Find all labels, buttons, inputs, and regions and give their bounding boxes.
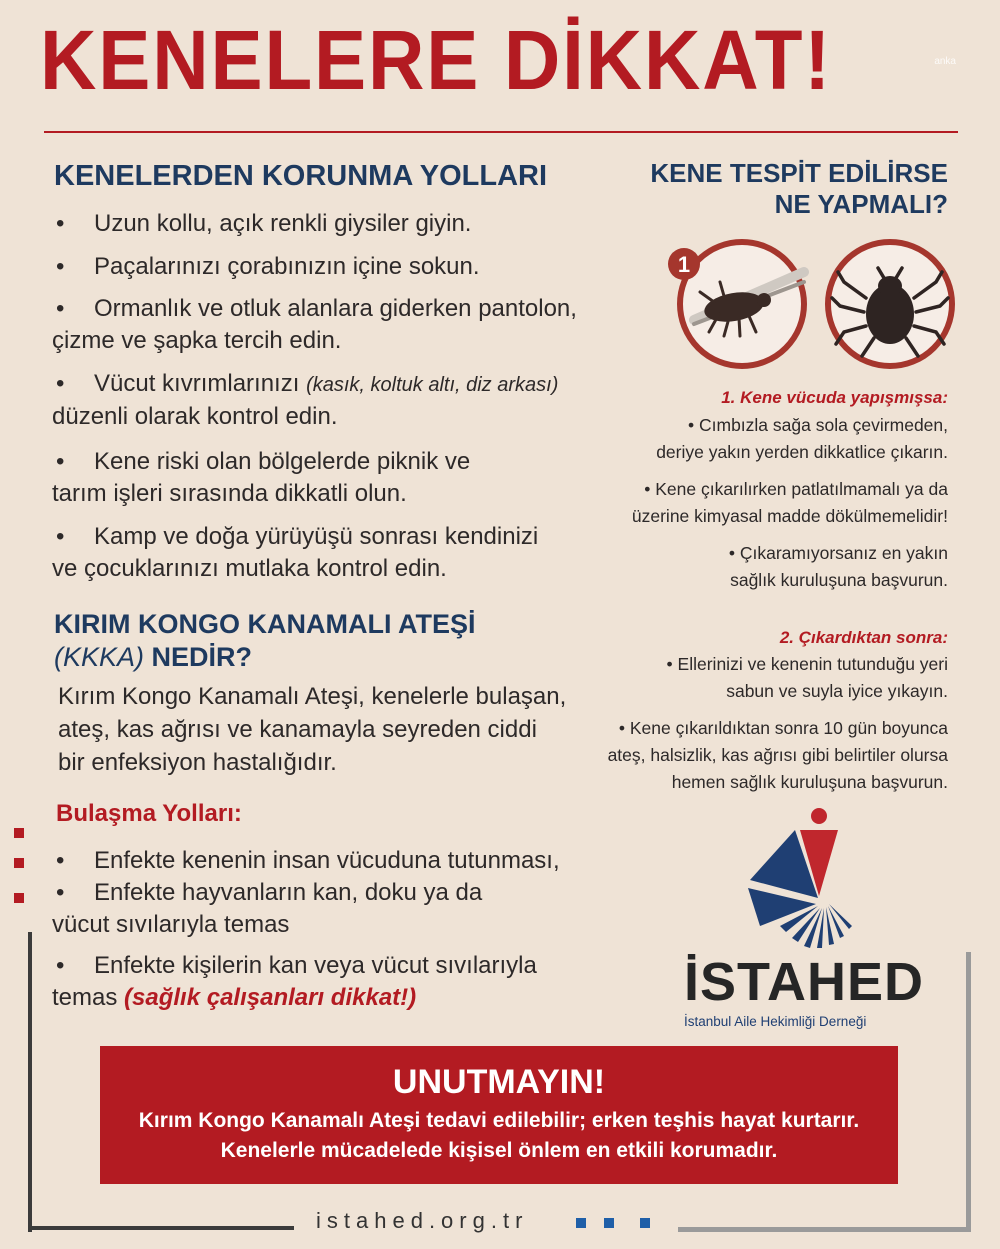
- decor-square: [604, 1218, 614, 1228]
- list-item: • Cımbızla sağa sola çevirmeden,: [688, 415, 948, 435]
- tick-found-heading: KENE TESPİT EDİLİRSE NE YAPMALI?: [650, 158, 948, 219]
- frame-right: [966, 952, 971, 1232]
- list-item: • Enfekte kenenin insan vücuduna tutunması,: [56, 847, 560, 874]
- list-item: • Paçalarınızı çorabınızın içine sokun.: [56, 253, 480, 280]
- banner-line: Kırım Kongo Kanamalı Ateşi tedavi edilebilir; erken teşhis hayat kurtarır.: [138, 1109, 860, 1132]
- tweezers-removing-tick-icon: [664, 232, 964, 380]
- step1-heading: 1. Kene vücuda yapışmışsa:: [721, 388, 948, 407]
- decor-square: [576, 1218, 586, 1228]
- logo-name: İSTAHED: [684, 952, 925, 1012]
- list-item: • Uzun kollu, açık renkli giysiler giyin.: [56, 210, 472, 237]
- list-item: • Kene çıkarılırken patlatılmamalı ya da: [644, 479, 948, 499]
- reminder-banner: [100, 1046, 898, 1184]
- step-number-badge: 1: [677, 252, 691, 277]
- list-item: • Enfekte hayvanların kan, doku ya da vücut sıvılarıyla temas: [52, 879, 483, 938]
- frame-left: [28, 932, 32, 1232]
- decor-square: [14, 828, 24, 838]
- logo-subtitle: İstanbul Aile Hekimliği Derneği: [684, 1014, 867, 1029]
- page-title: KENELERE DİKKAT!: [40, 13, 833, 107]
- list-item: • Çıkaramıyorsanız en yakın: [728, 543, 948, 563]
- frame-bottom-left: [28, 1226, 294, 1230]
- decor-square: [14, 893, 24, 903]
- step1-section: 1. Kene vücuda yapışmışsa: • Cımbızla sağa sola çevirmeden, deriye yakın yerden dikkatlice çıkarın. • Kene çıkarılırken patlatılmamalı ya da üzerine kimyasal madde dökülmemelidir! • Çıkaramıyorsanız en yakın sağlık kuruluşuna başvurun.: [632, 384, 948, 594]
- banner-title: UNUTMAYIN!: [392, 1063, 606, 1101]
- tick-icon: [828, 242, 952, 366]
- decor-square: [640, 1218, 650, 1228]
- step2-heading: 2. Çıkardıktan sonra:: [779, 628, 948, 647]
- istahed-logo-icon: [740, 808, 870, 953]
- list-item: • Kamp ve doğa yürüyüşü sonrası kendinizi ve çocuklarınızı mutlaka kontrol edin.: [52, 523, 539, 582]
- protection-heading: KENELERDEN KORUNMA YOLLARI: [54, 160, 548, 192]
- list-item: • Ormanlık ve otluk alanlara giderken pantolon, çizme ve şapka tercih edin.: [52, 295, 577, 354]
- kkka-description: Kırım Kongo Kanamalı Ateşi, kenelerle bulaşan, ateş, kas ağrısı ve kanamayla seyreden ciddi bir enfeksiyon hastalığıdır.: [58, 683, 567, 776]
- decor-square: [14, 858, 24, 868]
- banner-line: Kenelerle mücadelede kişisel önlem en etkili korumadır.: [220, 1139, 778, 1162]
- transmission-heading: Bulaşma Yolları:: [56, 800, 242, 827]
- kkka-heading: KIRIM KONGO KANAMALI ATEŞİ (KKKA) NEDİR?: [54, 609, 476, 672]
- website-link[interactable]: istahed.org.tr: [316, 1208, 529, 1233]
- list-item: • Kene riski olan bölgelerde piknik ve tarım işleri sırasında dikkatli olun.: [52, 448, 471, 507]
- frame-bottom-right: [678, 1227, 971, 1232]
- list-item: • Enfekte kişilerin kan veya vücut sıvılarıyla temas (sağlık çalışanları dikkat!): [52, 952, 537, 1011]
- tick-illustrations: [664, 232, 964, 380]
- title-divider: [44, 131, 958, 133]
- list-item: • Ellerinizi ve kenenin tutunduğu yeri: [666, 654, 948, 674]
- list-item: • Vücut kıvrımlarınızı (kasık, koltuk altı, diz arkası) düzenli olarak kontrol edin.: [52, 370, 559, 430]
- step2-section: 2. Çıkardıktan sonra: • Ellerinizi ve kenenin tutunduğu yeri sabun ve suyla iyice yıkayın. • Kene çıkarıldıktan sonra 10 gün boyunca ateş, halsizlik, kas ağrısı gibi belirtiler olursa hemen sağlık kuruluşuna başvurun.: [608, 624, 948, 796]
- watermark: anka: [934, 56, 956, 67]
- list-item: • Kene çıkarıldıktan sonra 10 gün boyunca: [618, 718, 948, 738]
